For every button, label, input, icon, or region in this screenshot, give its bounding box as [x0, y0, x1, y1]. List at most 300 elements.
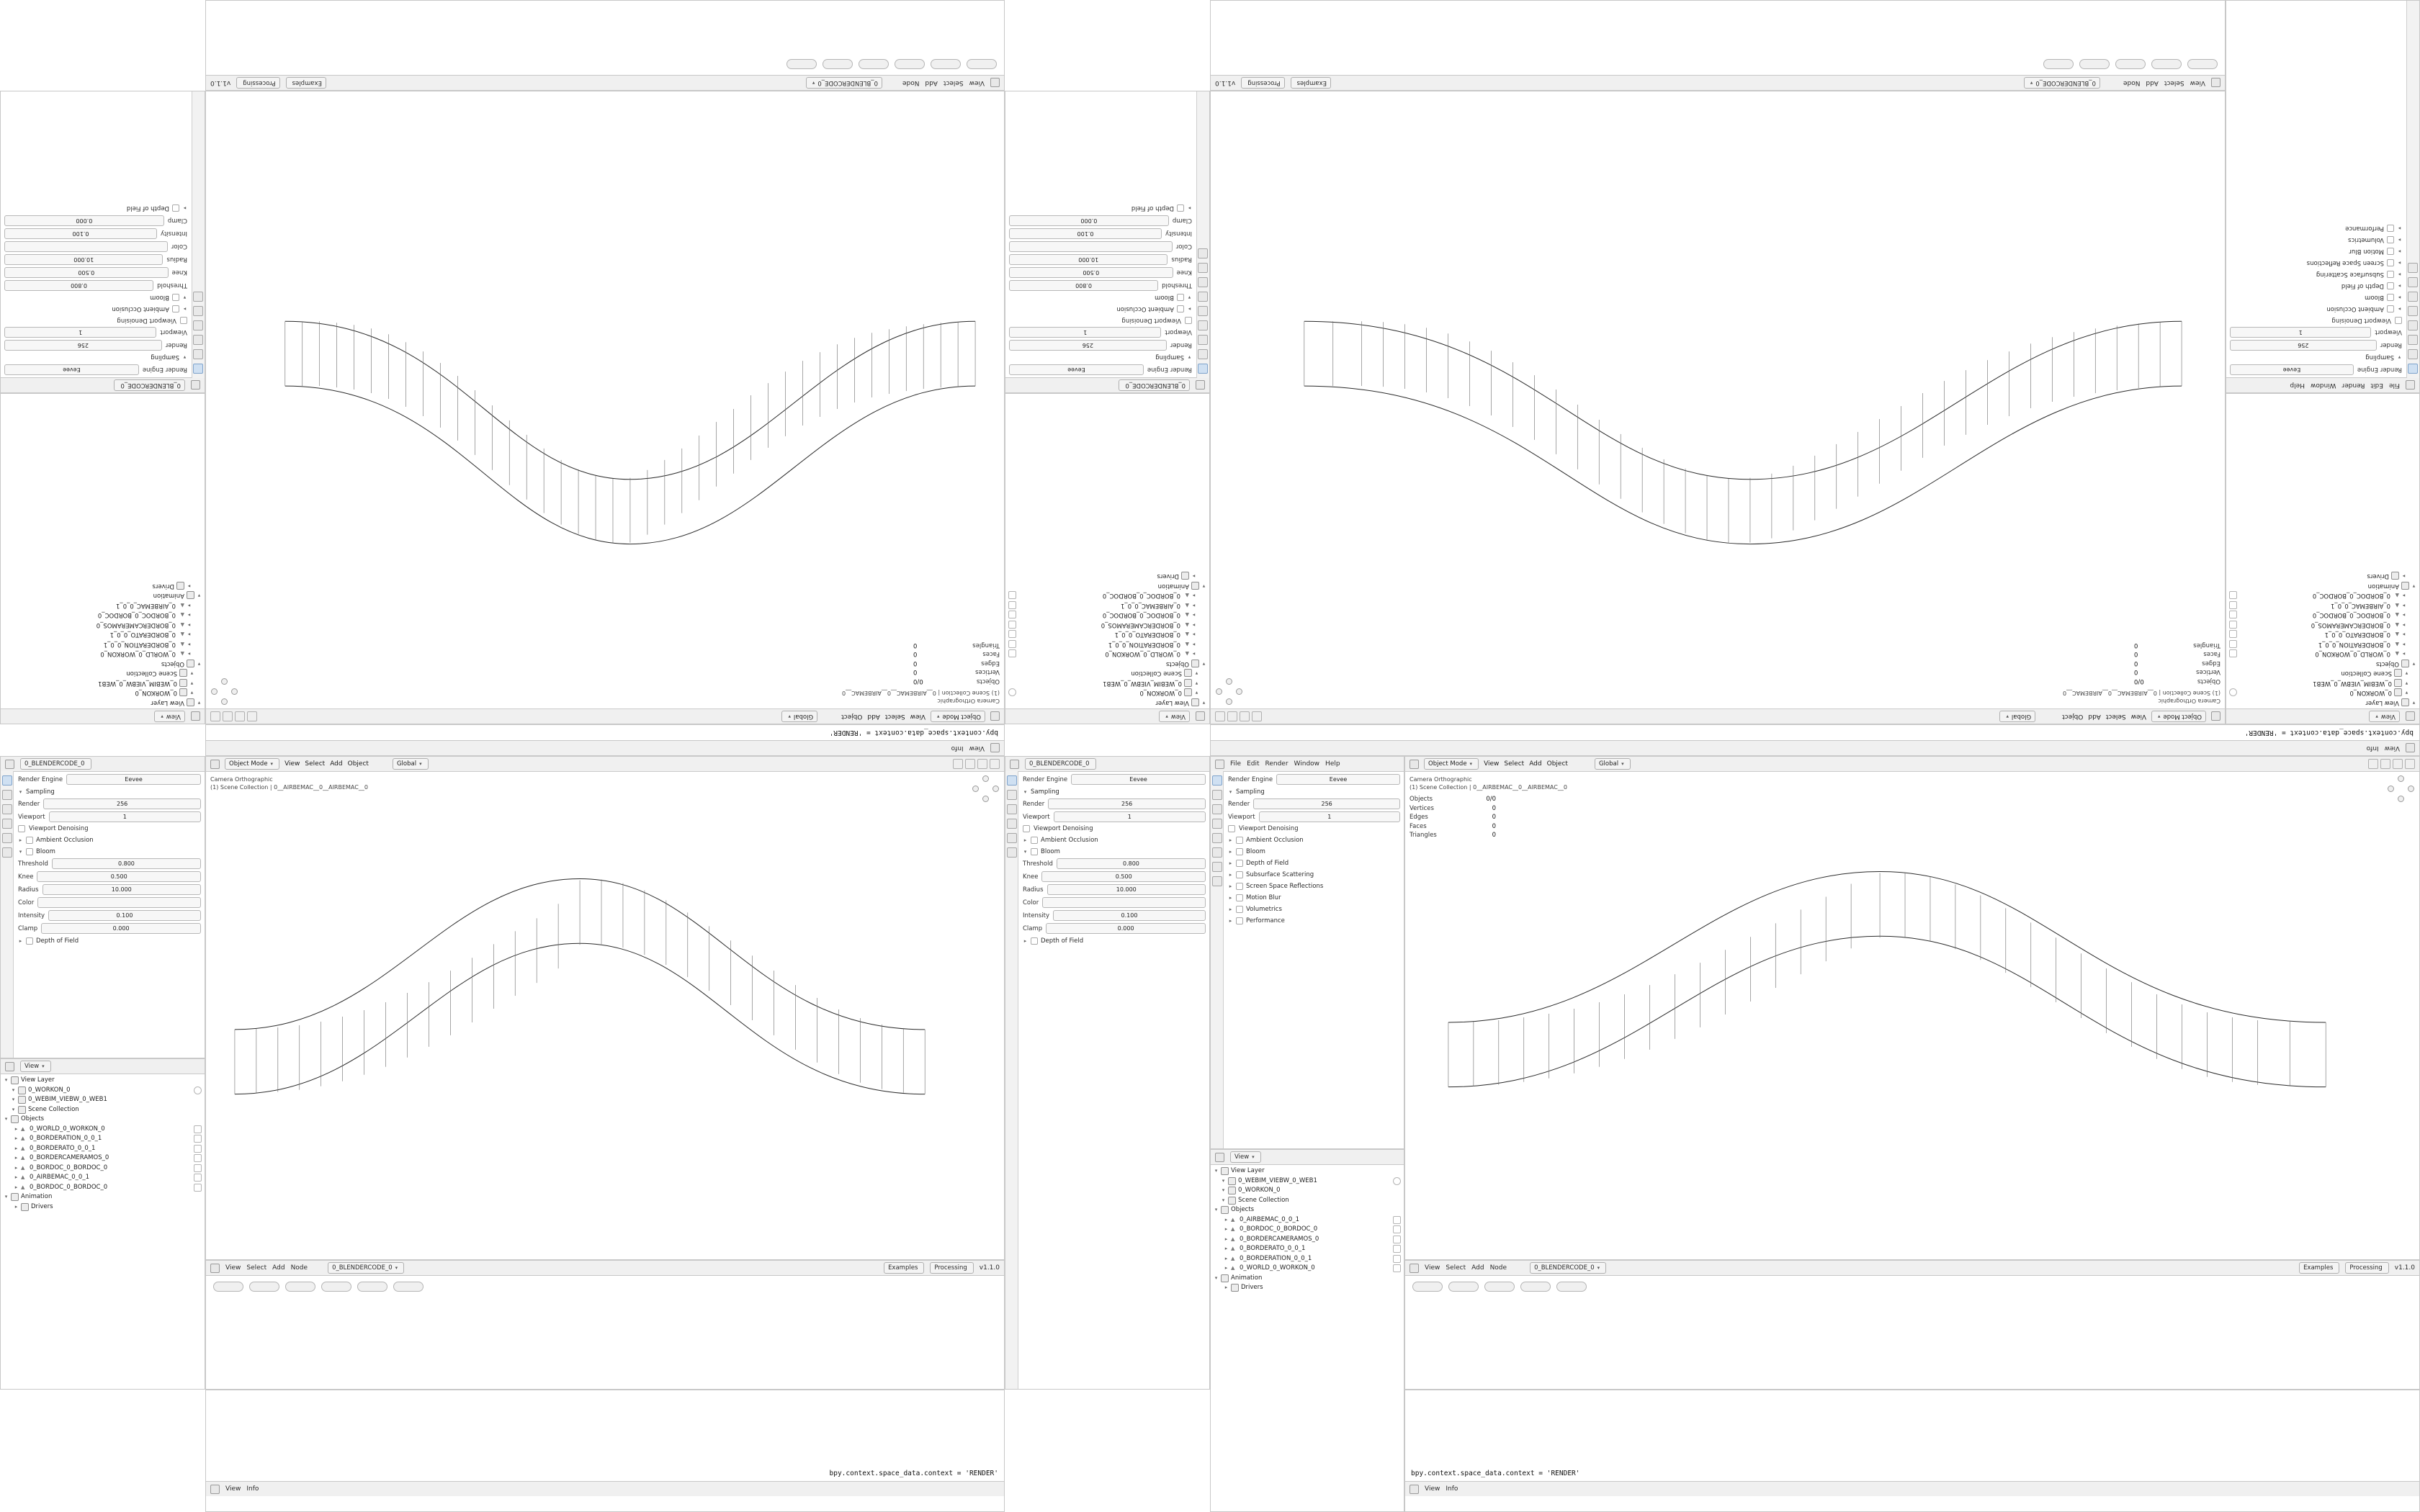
workspace-tab-processing[interactable]: Processing [930, 1262, 973, 1274]
checkbox-icon[interactable] [2387, 271, 2394, 278]
checkbox-icon[interactable] [1236, 883, 1243, 890]
bloom-clamp-value[interactable]: 0.000 [41, 923, 201, 934]
bloom-threshold-row[interactable] [1023, 858, 1206, 869]
bloom-clamp-row[interactable] [4, 215, 187, 226]
sampling-viewport-row[interactable] [18, 811, 201, 822]
list-item[interactable]: ▾ Objects [1214, 1206, 1255, 1213]
node-tree-selector[interactable]: 0_BLENDERCODE_0 ▾ [328, 1262, 404, 1274]
list-item[interactable]: ▸ ▲ 0_BORDERCAMERAMOS_0 [2229, 620, 2416, 630]
list-item[interactable]: ▾ 0_WEBIM_VIEBW_0_WEB1 [1103, 680, 1198, 687]
sampling-render-value[interactable]: 256 [4, 340, 162, 351]
object-mode-dropdown[interactable]: Object Mode ▾ [225, 758, 279, 770]
list-item[interactable]: ▸ ▲ 0_BORDERATION_0_0_1 [1008, 639, 1206, 649]
editor-type-icon[interactable] [2211, 78, 2220, 88]
node-menu-node[interactable]: Node [290, 1264, 308, 1272]
camera-icon[interactable] [194, 1164, 202, 1172]
outliner-tree-br[interactable] [1211, 1165, 1404, 1295]
properties-header-tl-right[interactable] [1, 377, 205, 392]
node-menu-add[interactable]: Add [2146, 79, 2159, 86]
camera-icon[interactable] [1008, 611, 1016, 618]
camera-icon[interactable] [2229, 649, 2237, 657]
outliner-header-tl[interactable] [1005, 708, 1209, 724]
list-item[interactable]: ▾ Objects [1165, 660, 1206, 667]
bloom-radius-value[interactable]: 10.000 [1047, 884, 1206, 895]
section-ambient-occlusion[interactable]: ▸ Ambient Occlusion [1116, 305, 1191, 312]
viewport-menu-object[interactable]: Object [347, 760, 369, 768]
transform-orientation-dropdown[interactable]: Global ▾ [1595, 758, 1631, 770]
checkbox-icon[interactable] [1177, 294, 1184, 301]
viewport-menu-view[interactable]: View [2130, 713, 2146, 720]
list-item[interactable]: ▸ ▲ 0_AIRBEMAC_0_0_1 [2229, 600, 2416, 611]
list-item[interactable]: ▾ 0_WORKON_0 [1008, 688, 1206, 698]
camera-icon[interactable] [1393, 1245, 1401, 1253]
checkbox-icon[interactable] [1236, 871, 1243, 878]
sampling-render-row[interactable] [1228, 798, 1400, 809]
properties-header-tr[interactable] [2226, 377, 2419, 392]
list-item[interactable]: ▾ Scene Collection [1131, 670, 1198, 678]
bloom-knee-row[interactable] [1023, 871, 1206, 882]
bloom-knee-value[interactable]: 0.500 [4, 267, 169, 278]
camera-icon[interactable] [2229, 640, 2237, 648]
checkbox-icon[interactable] [1236, 860, 1243, 867]
list-item[interactable]: ▸ ▲ 0_BORDOC_0_BORDOC_0 [4, 1164, 202, 1174]
node-chip[interactable] [2187, 59, 2218, 69]
workspace-tab-examples[interactable]: Examples [884, 1262, 924, 1274]
checkbox-icon[interactable] [1031, 837, 1038, 844]
console-menu-info[interactable]: Info [2366, 744, 2379, 752]
bloom-color-value[interactable] [4, 241, 168, 252]
outliner-tree-tl[interactable] [1005, 570, 1209, 708]
checkbox-icon[interactable] [1236, 917, 1243, 924]
render-engine-value[interactable]: Eevee [1009, 364, 1144, 375]
tab-scene[interactable] [2408, 320, 2419, 330]
bloom-knee-row[interactable] [1009, 267, 1192, 278]
camera-icon[interactable] [1008, 649, 1016, 657]
node-editor-tr[interactable] [1210, 0, 2226, 91]
editor-type-icon[interactable] [1215, 760, 1224, 769]
menu-render[interactable]: Render [2341, 382, 2365, 389]
node-tree-selector[interactable]: 0_BLENDERCODE_0 ▾ [2024, 77, 2100, 89]
checkbox-icon[interactable] [1185, 317, 1192, 324]
section-depth-of-field[interactable]: ▸ Depth of Field [2341, 282, 2401, 289]
list-item[interactable]: ▾ Scene Collection [2341, 670, 2408, 678]
viewport-denoising-row[interactable] [2230, 316, 2402, 325]
checkbox-icon[interactable] [1236, 837, 1243, 844]
tab-world[interactable] [1007, 833, 1017, 843]
editor-type-icon[interactable] [2406, 744, 2415, 753]
viewport-denoising-row[interactable] [1009, 316, 1192, 325]
list-item[interactable]: ▾ 0_WORKON_0 [1222, 1187, 1281, 1194]
sampling-section[interactable]: ▾ Sampling [1229, 788, 1265, 796]
checkbox-icon[interactable] [1177, 305, 1184, 312]
node-chip[interactable] [393, 1282, 424, 1292]
sampling-viewport-value[interactable]: 1 [2230, 327, 2371, 338]
sampling-render-value[interactable]: 256 [1009, 340, 1167, 351]
section-ambient-occlusion[interactable]: ▸ Ambient Occlusion [112, 305, 187, 312]
node-menu-select[interactable]: Select [1446, 1264, 1466, 1272]
section-screen-space-reflections[interactable]: ▸ Screen Space Reflections [2306, 259, 2401, 266]
list-item[interactable]: ▸ ▲ 0_BORDERATO_0_0_1 [4, 1144, 202, 1154]
checkbox-icon[interactable] [1031, 848, 1038, 855]
editor-type-icon[interactable] [210, 1485, 220, 1494]
viewport-menu-select[interactable]: Select [1504, 760, 1525, 768]
viewport-3d-tr[interactable] [1210, 91, 2226, 724]
list-item[interactable]: ▸ ▲ 0_WORLD_0_WORKON_0 [1214, 1264, 1401, 1274]
bloom-intensity-value[interactable]: 0.100 [1053, 910, 1206, 921]
bloom-clamp-row[interactable] [1023, 923, 1206, 934]
list-item[interactable]: ▾ Scene Collection [1222, 1196, 1289, 1204]
node-chip[interactable] [321, 1282, 351, 1292]
tab-world[interactable] [2408, 306, 2419, 316]
checkbox-icon[interactable] [2387, 305, 2394, 312]
console-menu-view[interactable]: View [969, 744, 985, 752]
editor-type-icon[interactable] [210, 1264, 220, 1273]
list-item[interactable]: ▾ View Layer [1214, 1167, 1265, 1174]
list-item[interactable]: ▾ Animation [1214, 1274, 1263, 1282]
bloom-knee-row[interactable] [4, 267, 187, 278]
node-menu-node[interactable]: Node [902, 79, 920, 86]
list-item[interactable]: ▸ ▲ 0_BORDERATO_0_0_1 [1214, 1244, 1401, 1254]
tab-world[interactable] [194, 306, 204, 316]
tab-view-layer[interactable] [2, 804, 12, 814]
tab-scene[interactable] [1212, 819, 1222, 829]
bloom-radius-row[interactable] [1023, 884, 1206, 895]
menu-file[interactable]: File [2388, 382, 2400, 389]
tab-view-layer[interactable] [1007, 804, 1017, 814]
list-item[interactable]: ▸ ▲ 0_WORLD_0_WORKON_0 [4, 1125, 202, 1135]
list-item[interactable]: ▾ Objects [2375, 660, 2416, 667]
console-menu-info[interactable]: Info [246, 1485, 259, 1493]
properties-tab-rail[interactable] [1211, 771, 1224, 1148]
section-bloom[interactable]: ▾ Bloom [1155, 294, 1191, 301]
render-engine-row[interactable] [18, 774, 201, 785]
tab-scene[interactable] [194, 320, 204, 330]
workspace-tab-examples[interactable]: Examples [286, 77, 326, 89]
sampling-viewport-value[interactable]: 1 [1259, 811, 1400, 822]
object-mode-dropdown[interactable]: Object Mode ▾ [2151, 711, 2206, 722]
workspace-tab-processing[interactable]: Processing [2345, 1262, 2388, 1274]
bloom-intensity-row[interactable] [1023, 910, 1206, 921]
checkbox-icon[interactable] [2387, 294, 2394, 301]
list-item[interactable]: ▾ 0_WEBIM_VIEBW_0_WEB1 [1214, 1176, 1401, 1187]
tab-object[interactable] [1212, 847, 1222, 858]
list-item[interactable]: ▾ Scene Collection [12, 1105, 79, 1113]
node-chip[interactable] [2115, 59, 2146, 69]
console-header-tr[interactable] [1211, 740, 2419, 755]
visibility-icon[interactable] [2229, 688, 2237, 696]
bloom-knee-value[interactable]: 0.500 [37, 871, 201, 882]
workspace-tab-examples[interactable]: Examples [1291, 77, 1331, 89]
list-item[interactable]: ▸ ▲ 0_AIRBEMAC_0_0_1 [4, 600, 202, 611]
node-chip[interactable] [931, 59, 961, 69]
node-chip[interactable] [967, 59, 997, 69]
checkbox-icon[interactable] [1177, 204, 1184, 212]
outliner-header-br[interactable] [1211, 1150, 1404, 1165]
list-item[interactable]: ▸ ▲ 0_BORDOC_0_BORDOC_0 [1008, 590, 1206, 600]
bloom-threshold-value[interactable]: 0.800 [4, 280, 153, 291]
camera-icon[interactable] [2229, 630, 2237, 638]
node-menu-add[interactable]: Add [925, 79, 938, 86]
section-performance[interactable]: ▸ Performance [2345, 225, 2401, 232]
tab-render[interactable] [1007, 775, 1017, 786]
node-editor-bl[interactable] [205, 1260, 1005, 1390]
tab-modifiers[interactable] [1198, 277, 1209, 287]
sampling-render-row[interactable] [1023, 798, 1206, 809]
viewport-menu-add[interactable]: Add [867, 713, 880, 720]
bloom-clamp-row[interactable] [18, 923, 201, 934]
node-menu-node[interactable]: Node [1489, 1264, 1507, 1272]
node-tree-selector[interactable]: 0_BLENDERCODE_0 ▾ [1530, 1262, 1606, 1274]
bloom-intensity-value[interactable]: 0.100 [4, 228, 157, 239]
camera-icon[interactable] [2229, 601, 2237, 609]
list-item[interactable]: ▸ ▲ 0_WORLD_0_WORKON_0 [1008, 649, 1206, 659]
viewport-3d-br[interactable] [1404, 756, 2420, 1260]
list-item[interactable]: ▸ ▲ 0_BORDERATION_0_0_1 [2229, 639, 2416, 649]
list-item[interactable]: ▾ 0_WEBIM_VIEBW_0_WEB1 [98, 680, 194, 687]
properties-header-bl-right[interactable] [1005, 757, 1209, 772]
list-item[interactable]: ▾ 0_WEBIM_VIEBW_0_WEB1 [2313, 680, 2408, 687]
bloom-clamp-row[interactable] [1009, 215, 1192, 226]
console-menu-view[interactable]: View [2384, 744, 2400, 752]
outliner-display-mode[interactable]: View ▾ [154, 711, 185, 722]
checkbox-icon[interactable] [172, 305, 179, 312]
object-mode-dropdown[interactable]: Object Mode ▾ [931, 711, 985, 722]
tab-view-layer[interactable] [1212, 804, 1222, 814]
visibility-icon[interactable] [1008, 688, 1016, 696]
menu-window[interactable]: Window [2310, 382, 2336, 389]
outliner-header-tl-right[interactable] [1, 708, 205, 724]
section-screen-space-reflections[interactable]: ▸ Screen Space Reflections [1229, 883, 1324, 890]
editor-type-icon[interactable] [990, 78, 1000, 88]
list-item[interactable]: ▸ ▲ 0_AIRBEMAC_0_0_1 [1214, 1215, 1401, 1225]
tab-output[interactable] [1007, 790, 1017, 800]
tab-modifiers[interactable] [1212, 862, 1222, 872]
node-row[interactable] [1211, 53, 2225, 75]
camera-icon[interactable] [2229, 611, 2237, 618]
bloom-intensity-value[interactable]: 0.100 [1009, 228, 1162, 239]
visibility-icon[interactable] [1393, 1177, 1401, 1185]
bloom-intensity-row[interactable] [1009, 228, 1192, 239]
transform-orientation-dropdown[interactable]: Global ▾ [781, 711, 817, 722]
sampling-render-row[interactable] [1009, 340, 1192, 351]
properties-tab-rail[interactable] [1, 771, 14, 1058]
section-ambient-occlusion[interactable]: ▸ Ambient Occlusion [19, 837, 94, 844]
tab-output[interactable] [2408, 349, 2419, 359]
bloom-color-value[interactable] [1042, 897, 1206, 908]
viewport-menu-object[interactable]: Object [841, 713, 863, 720]
tab-physics[interactable] [1198, 263, 1209, 273]
sampling-render-row[interactable] [2230, 340, 2402, 351]
tab-render[interactable] [194, 364, 204, 374]
list-item[interactable]: ▸ ▲ 0_BORDOC_0_BORDOC_0 [2229, 590, 2416, 600]
section-ambient-occlusion[interactable]: ▸ Ambient Occlusion [2326, 305, 2401, 312]
bloom-color-row[interactable] [4, 241, 187, 252]
editor-type-icon[interactable] [191, 381, 200, 390]
camera-icon[interactable] [1008, 630, 1016, 638]
section-depth-of-field[interactable]: ▸ Depth of Field [1131, 204, 1191, 212]
checkbox-icon[interactable] [2387, 282, 2394, 289]
camera-icon[interactable] [1393, 1236, 1401, 1243]
editor-type-icon[interactable] [1010, 760, 1019, 769]
camera-icon[interactable] [2229, 621, 2237, 629]
list-item[interactable]: ▸ ▲ 0_BORDERATION_0_0_1 [1214, 1254, 1401, 1264]
tab-render[interactable] [1212, 775, 1222, 786]
bloom-threshold-value[interactable]: 0.800 [1057, 858, 1206, 869]
editor-type-icon[interactable] [1410, 1264, 1419, 1273]
navigation-gizmo[interactable] [2388, 775, 2414, 801]
editor-type-icon[interactable] [990, 744, 1000, 753]
bloom-threshold-value[interactable]: 0.800 [1009, 280, 1158, 291]
render-engine-value[interactable]: Eevee [4, 364, 139, 375]
tab-output[interactable] [1212, 790, 1222, 800]
list-item[interactable]: ▾ Animation [1157, 582, 1206, 590]
viewport-menu-view[interactable]: View [1484, 760, 1500, 768]
sampling-viewport-value[interactable]: 1 [49, 811, 201, 822]
navigation-gizmo[interactable] [1216, 679, 1242, 705]
node-chip[interactable] [2043, 59, 2074, 69]
outliner-display-mode[interactable]: View ▾ [2369, 711, 2400, 722]
tab-world[interactable] [1212, 833, 1222, 843]
checkbox-icon[interactable] [26, 848, 33, 855]
list-item[interactable]: ▸ Drivers [1224, 1284, 1263, 1291]
list-item[interactable]: ▾ Objects [161, 660, 201, 667]
checkbox-icon[interactable] [2387, 225, 2394, 232]
bloom-radius-value[interactable]: 10.000 [1009, 254, 1168, 265]
list-item[interactable]: ▸ ▲ 0_BORDOC_0_BORDOC_0 [4, 1183, 202, 1193]
tab-render[interactable] [2, 775, 12, 786]
tab-object[interactable] [2408, 292, 2419, 302]
editor-type-icon[interactable] [1215, 1153, 1224, 1162]
list-item[interactable]: ▾ 0_WORKON_0 [4, 1086, 202, 1096]
node-row[interactable] [1405, 1276, 2419, 1297]
section-bloom[interactable]: ▸ Bloom [1229, 848, 1265, 855]
viewport-3d-tl[interactable] [205, 91, 1005, 724]
menu-edit[interactable]: Edit [2370, 382, 2383, 389]
node-menu-view[interactable]: View [1425, 1264, 1440, 1272]
sampling-viewport-row[interactable] [4, 327, 187, 338]
list-item[interactable]: ▸ ▲ 0_BORDERATION_0_0_1 [4, 639, 202, 649]
bloom-clamp-value[interactable]: 0.000 [1009, 215, 1169, 226]
bloom-intensity-row[interactable] [4, 228, 187, 239]
outliner-display-mode[interactable]: View ▾ [1230, 1151, 1261, 1163]
camera-icon[interactable] [1008, 591, 1016, 599]
list-item[interactable]: ▸ Drivers [14, 1202, 53, 1210]
viewport-menu-view[interactable]: View [910, 713, 926, 720]
editor-type-icon[interactable] [191, 712, 200, 721]
outliner-tree-tl-right[interactable] [1, 580, 205, 709]
navigation-gizmo[interactable] [972, 775, 998, 801]
sampling-viewport-row[interactable] [1228, 811, 1400, 822]
tab-material[interactable] [1212, 876, 1222, 886]
workspace-tab-processing[interactable]: Processing [236, 77, 279, 89]
render-engine-row[interactable] [2230, 364, 2402, 375]
list-item[interactable]: ▸ ▲ 0_BORDERATO_0_0_1 [1008, 629, 1206, 639]
tab-output[interactable] [1198, 349, 1209, 359]
viewport-menu-select[interactable]: Select [884, 713, 905, 720]
node-chip[interactable] [895, 59, 925, 69]
node-chip[interactable] [786, 59, 817, 69]
sampling-viewport-row[interactable] [2230, 327, 2402, 338]
checkbox-icon[interactable] [2395, 317, 2402, 324]
console-menu-view[interactable]: View [225, 1485, 241, 1493]
list-item[interactable]: ▸ ▲ 0_BORDERATION_0_0_1 [4, 1134, 202, 1144]
list-item[interactable]: ▾ 0_WORKON_0 [2229, 688, 2416, 698]
tab-modifiers[interactable] [2408, 277, 2419, 287]
viewport-menu-add[interactable]: Add [2088, 713, 2101, 720]
node-chip[interactable] [1556, 1282, 1587, 1292]
viewport-menu-object[interactable]: Object [1546, 760, 1568, 768]
camera-icon[interactable] [1008, 621, 1016, 629]
list-item[interactable]: ▸ Drivers [152, 582, 191, 590]
checkbox-icon[interactable] [1236, 906, 1243, 913]
list-item[interactable]: ▾ 0_WORKON_0 [135, 689, 194, 697]
bloom-color-row[interactable] [18, 897, 201, 908]
list-item[interactable]: ▸ ▲ 0_BORDOC_0_BORDOC_0 [1214, 1225, 1401, 1235]
list-item[interactable]: ▾ View Layer [151, 699, 201, 706]
tab-material[interactable] [1198, 248, 1209, 258]
outliner-tree-tr[interactable] [2226, 570, 2419, 708]
checkbox-icon[interactable] [26, 837, 33, 844]
bloom-threshold-row[interactable] [1009, 280, 1192, 291]
checkbox-icon[interactable] [172, 294, 179, 301]
node-row[interactable] [206, 53, 1004, 75]
node-chip[interactable] [859, 59, 889, 69]
node-chip[interactable] [1412, 1282, 1443, 1292]
section-depth-of-field[interactable]: ▸ Depth of Field [126, 204, 187, 212]
section-bloom[interactable]: ▾ Bloom [150, 294, 187, 301]
list-item[interactable]: ▸ ▲ 0_AIRBEMAC_0_0_1 [4, 1173, 202, 1183]
menu-render[interactable]: Render [1265, 760, 1289, 768]
camera-icon[interactable] [194, 1154, 202, 1162]
console-menu-info[interactable]: Info [1446, 1485, 1458, 1493]
node-menu-select[interactable]: Select [943, 79, 964, 86]
section-ambient-occlusion[interactable]: ▸ Ambient Occlusion [1229, 837, 1304, 844]
viewport-menu-add[interactable]: Add [330, 760, 343, 768]
bloom-color-row[interactable] [1023, 897, 1206, 908]
node-editor-header-tl[interactable] [206, 75, 1004, 90]
console-menu-info[interactable]: Info [951, 744, 964, 752]
list-item[interactable]: ▸ ▲ 0_BORDERCAMERAMOS_0 [4, 620, 202, 630]
tab-output[interactable] [194, 349, 204, 359]
editor-type-icon[interactable] [1196, 381, 1205, 390]
node-menu-view[interactable]: View [2190, 79, 2205, 86]
checkbox-icon[interactable] [1236, 848, 1243, 855]
camera-icon[interactable] [194, 1184, 202, 1192]
checkbox-icon[interactable] [1228, 825, 1235, 832]
editor-type-icon[interactable] [2406, 381, 2415, 390]
tab-object[interactable] [2, 847, 12, 858]
tab-object[interactable] [194, 292, 204, 302]
node-chip[interactable] [2079, 59, 2110, 69]
editor-type-icon[interactable] [5, 760, 14, 769]
menu-help[interactable]: Help [2290, 382, 2305, 389]
list-item[interactable]: ▸ ▲ 0_BORDERCAMERAMOS_0 [1008, 620, 1206, 630]
properties-header-bl[interactable] [1, 757, 205, 772]
camera-icon[interactable] [1393, 1216, 1401, 1224]
bloom-intensity-row[interactable] [18, 910, 201, 921]
viewport-denoising-row[interactable] [1023, 824, 1206, 833]
list-item[interactable]: ▾ Scene Collection [126, 670, 194, 678]
navigation-gizmo[interactable] [212, 679, 238, 705]
node-tree-selector[interactable]: 0_BLENDERCODE_0 ▾ [806, 77, 882, 89]
node-editor-tl[interactable] [205, 0, 1005, 91]
bloom-clamp-value[interactable]: 0.000 [1046, 923, 1206, 934]
list-item[interactable]: ▸ ▲ 0_BORDOC_0_BORDOC_0 [2229, 610, 2416, 620]
bloom-knee-value[interactable]: 0.500 [1041, 871, 1206, 882]
sampling-section[interactable]: ▾ Sampling [1155, 354, 1191, 361]
checkbox-icon[interactable] [172, 204, 179, 212]
node-menu-select[interactable]: Select [2164, 79, 2184, 86]
